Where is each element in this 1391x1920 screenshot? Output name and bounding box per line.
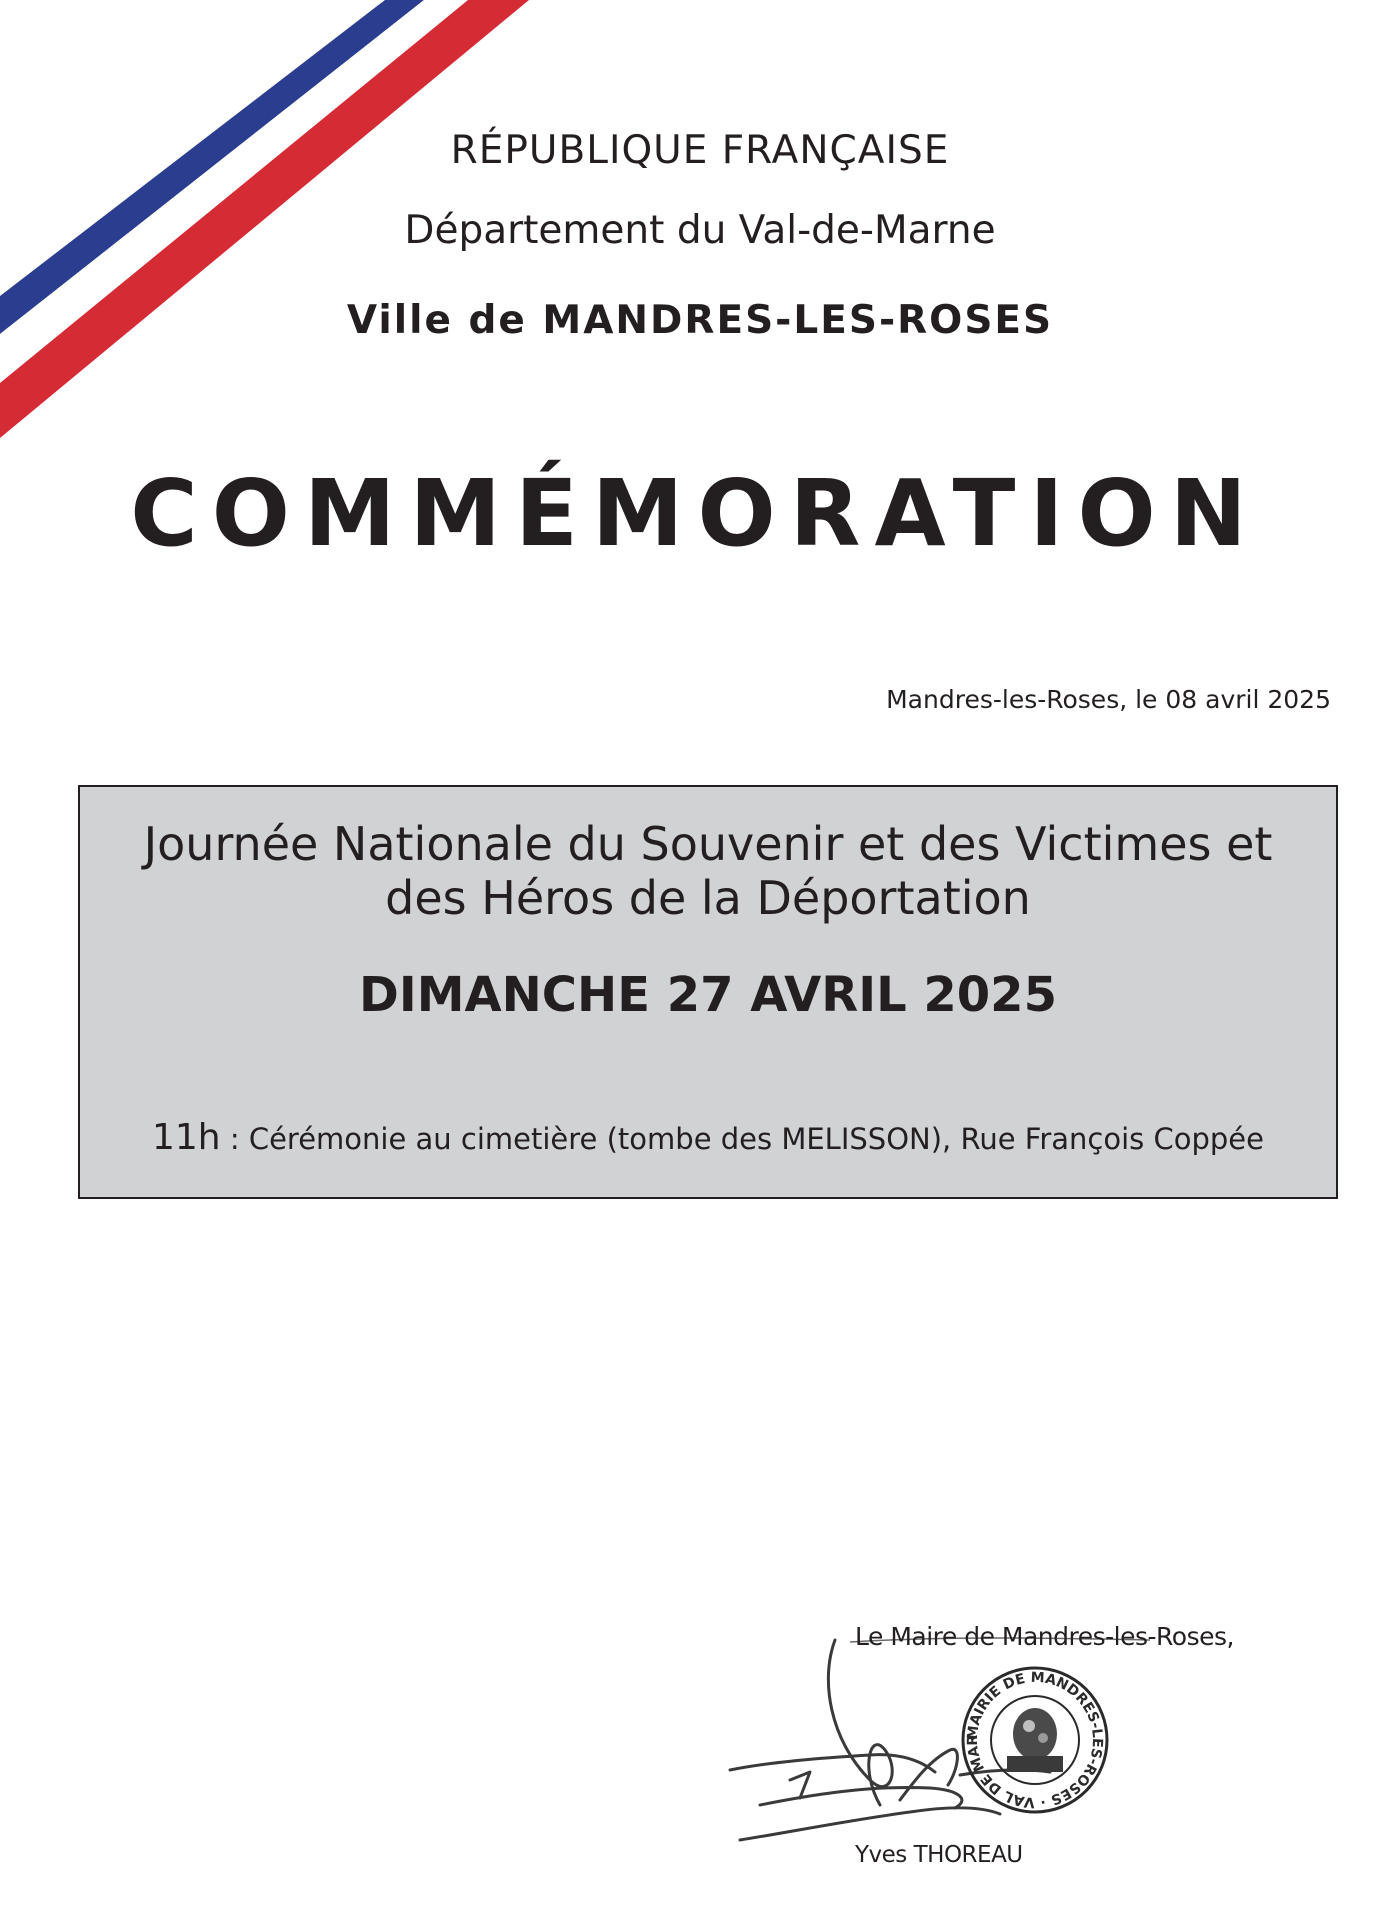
event-schedule [80, 1117, 1336, 1158]
stamp-emblem [1007, 1708, 1063, 1772]
municipal-stamp [963, 1668, 1107, 1812]
mayor-name: Yves THOREAU [855, 1842, 1023, 1868]
event-title [80, 817, 1336, 925]
event-date: DIMANCHE 27 AVRIL 2025 [359, 967, 1057, 1023]
mayor-title: Le Maire de Mandres-les-Roses, [855, 1622, 1234, 1651]
event-box [78, 785, 1338, 1199]
handwritten-signature [730, 1640, 1050, 1840]
stamp-text: MAIRIE DE MANDRES-LES-ROSES · VAL DE MAR [964, 1669, 1106, 1811]
event-description: : Cérémonie au cimetière (tombe des MELISSON), Rue François Coppée [220, 1122, 1264, 1156]
event-time: 11h [152, 1117, 221, 1158]
event-title-line2: des Héros de la Déportation [385, 871, 1031, 925]
document-date: Mandres-les-Roses, le 08 avril 2025 [886, 685, 1331, 714]
page-title: COMMÉMORATION [130, 460, 1261, 567]
republique-heading: RÉPUBLIQUE FRANÇAISE [450, 128, 950, 173]
ville-heading: Ville de MANDRES-LES-ROSES [346, 298, 1054, 343]
event-title-line1: Journée Nationale du Souvenir et des Victimes et [143, 817, 1273, 871]
departement-heading: Département du Val-de-Marne [404, 208, 996, 253]
